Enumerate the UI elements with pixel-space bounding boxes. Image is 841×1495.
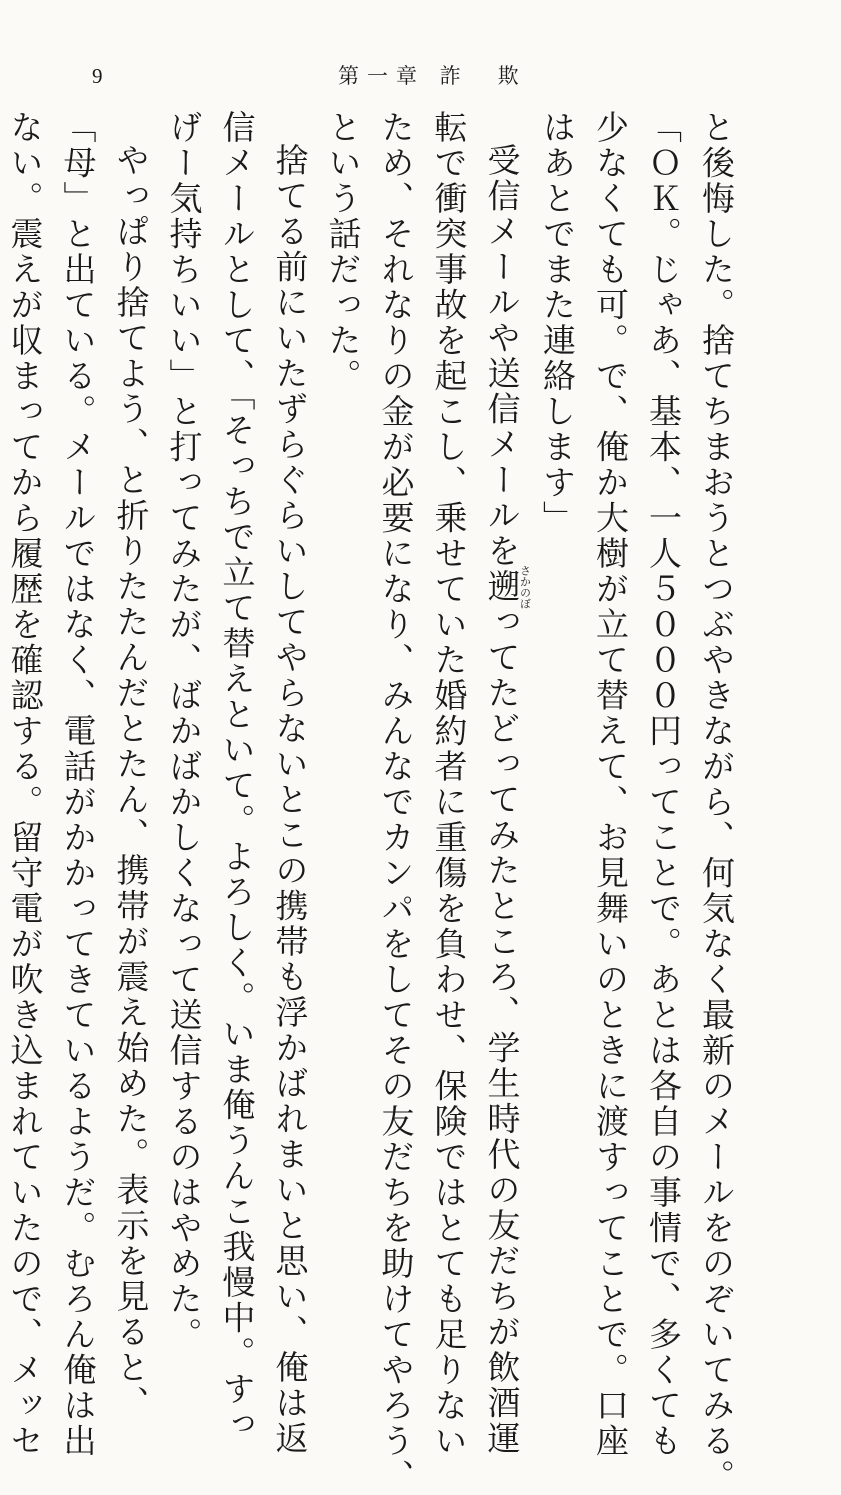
text-line: 捨てる前にいたずらぐらいしてやらないとこの携帯も浮かばれまいと思い、俺は返 bbox=[270, 143, 310, 1457]
text-line: 「母」と出ている。メールではなく、電話がかかってきているようだ。むろん俺は出 bbox=[58, 110, 98, 1459]
ruby-reading: さかのぼ bbox=[518, 564, 532, 609]
text-line-with-ruby bbox=[476, 110, 532, 1457]
ruby-base: 遡 bbox=[482, 564, 522, 609]
text-line: という話だった。 bbox=[323, 110, 363, 394]
text-line: 少なくても可。で、俺か大樹が立て替えて、お見舞いのときに渡すってことで。口座 bbox=[591, 110, 630, 1459]
ruby-word bbox=[482, 564, 532, 609]
text-line: やっぱり捨てよう、と折りたたんだとたん、携帯が震え始めた。表示を見ると、 bbox=[111, 143, 151, 1421]
body-text bbox=[5, 110, 743, 1495]
text-line: ない。震えが収まってから履歴を確認する。留守電が吹き込まれていたので、メッセ bbox=[5, 110, 45, 1459]
text-line: ため、それなりの金が必要になり、みんなでカンパをしてその友だちを助けてやろう、 bbox=[376, 110, 416, 1495]
text-line: 転で衝突事故を起こし、乗せていた婚約者に重傷を負わせ、保険ではとても足りない bbox=[429, 110, 469, 1459]
text-segment: ってたどってみたところ、学生時代の友だちが飲酒運 bbox=[482, 604, 522, 1457]
text-line: げー気持ちいい」と打ってみたが、ばかばかしくなって送信するのはやめた。 bbox=[164, 110, 204, 1353]
page-number: 9 bbox=[92, 64, 103, 88]
text-segment: 受信メールや送信メールを bbox=[482, 143, 522, 569]
text-line: 信メールとして、「そっちで立て替えといて。よろしく。いま俺うんこ我慢中。すっ bbox=[217, 110, 257, 1443]
text-line: 「ＯＫ。じゃあ、基本、一人５０００円ってことで。あとは各自の事情で、多くても bbox=[644, 110, 683, 1459]
text-line: と後悔した。捨てちまおうとつぶやきながら、何気なく最新のメールをのぞいてみる。 bbox=[697, 110, 736, 1495]
running-head: 第一章 詐 欺 bbox=[338, 64, 527, 88]
text-line: はあとでまた連絡します」 bbox=[538, 110, 577, 536]
